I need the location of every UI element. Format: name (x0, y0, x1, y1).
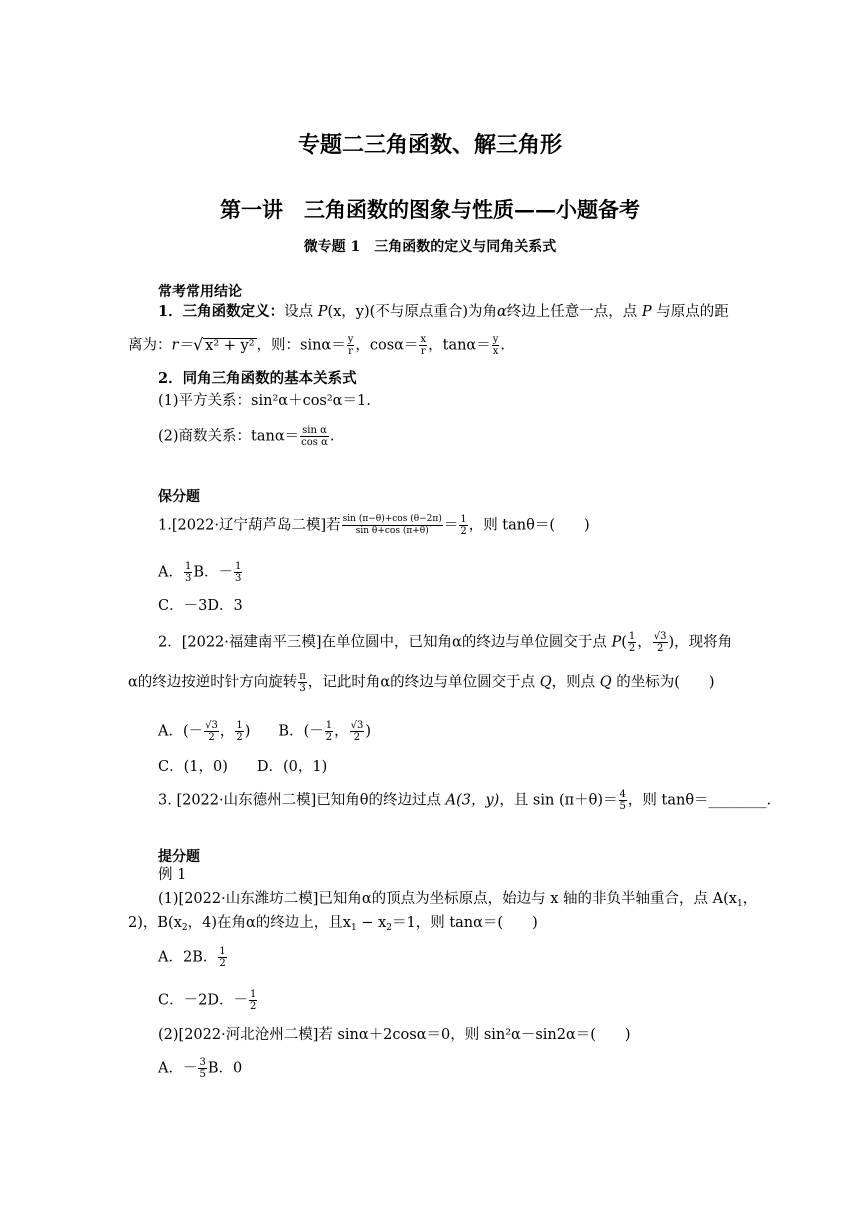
fraction-sqrt3-over-2: $\frac{√3}{2}$ (205, 720, 218, 743)
section-heading-advanced: 提分题 (158, 849, 200, 865)
fraction-one-half: $\frac{1}{2}$ (460, 514, 467, 537)
fraction-sin-over-cos: $\frac{\text{sin α}}{\text{cos α}}$ (301, 425, 328, 448)
question-1-options-ab: A． $\frac{1}{3}$ B．－ $\frac{1}{3}$ (158, 561, 242, 584)
fraction-sqrt3-over-2: $\frac{√3}{2}$ (653, 631, 667, 654)
section-heading-conclusions: 常考常用结论 (158, 284, 242, 300)
square-relation: (1)平方关系：sin²α＋cos²α＝1. (158, 393, 371, 409)
fraction-sqrt3-over-2: $\frac{√3}{2}$ (350, 720, 364, 743)
example-2: (2)[2022·河北沧州二模]若 sinα＋2cosα＝0，则 sin²α－sin2α＝( ) (158, 1027, 631, 1043)
conclusion-1-line-2: 离为：r＝√ x² + y² ，则：sinα＝ $\frac{y}{r}$ ，cosα＝ $\frac{x}{r}$ ，tanα＝ $\frac{y}{x}$ . (128, 334, 505, 357)
fraction-one-half: $\frac{1}{2}$ (236, 720, 243, 743)
fraction-one-half: $\frac{1}{2}$ (249, 989, 257, 1012)
question-1-options-cd: C．－3D．3 (158, 598, 243, 614)
fraction-x-over-r: $\frac{x}{r}$ (420, 334, 427, 357)
question-2-line-1: 2．[2022·福建南平三模]在单位圆中，已知角α的终边与单位圆交于点 P( $\frac{1}{2}$ ， $\frac{√3}{2}$ )，现将角 (158, 631, 733, 654)
fraction-one-third: $\frac{1}{3}$ (184, 561, 192, 584)
example-1-options-ab: A．2B． $\frac{1}{2}$ (158, 946, 226, 969)
example-2-options-ab: A．－ $\frac{3}{5}$ B．0 (158, 1057, 243, 1080)
fraction-y-over-r: $\frac{y}{r}$ (347, 334, 354, 357)
section-heading-basic: 保分题 (158, 489, 200, 505)
question-3: 3. [2022·山东德州二模]已知角θ的终边过点 A(3，y)，且 sin (π＋θ)＝ $\frac{4}{5}$ ，则 tanθ＝________. (158, 789, 772, 812)
fraction-one-half: $\frac{1}{2}$ (628, 631, 636, 654)
lecture-title: 第一讲 三角函数的图象与性质——小题备考 (220, 197, 640, 222)
fraction-one-half: $\frac{1}{2}$ (219, 946, 226, 969)
example-1-options-cd: C．－2D．－ $\frac{1}{2}$ (158, 989, 257, 1012)
quotient-relation: (2)商数关系：tanα＝ $\frac{\text{sin α}}{\text{cos α}}$ . (158, 425, 335, 448)
question-2-options-cd: C．(1，0) D．(0，1) (158, 759, 328, 775)
fraction-one-third-neg: $\frac{1}{3}$ (235, 561, 242, 584)
conclusion-1-line-1: 1．三角函数定义：设点 P(x，y)(不与原点重合)为角α终边上任意一点，点 P 与原点的距 (158, 303, 729, 320)
main-title: 专题二三角函数、解三角形 (297, 132, 562, 158)
micro-topic-title: 微专题 1 三角函数的定义与同角关系式 (303, 239, 557, 255)
fraction-four-fifths: $\frac{4}{5}$ (619, 789, 626, 812)
fraction-q1: $\frac{\sin (\pi-\theta)+\cos (\theta-2\pi)}{\text{sin θ+cos (π+θ)}}$ (342, 514, 442, 536)
radical-sign: √ (192, 334, 204, 354)
fraction-pi-over-3: $\frac{\pi}{3}$ (299, 671, 306, 694)
question-2-options-ab: A．(－ $\frac{√3}{2}$ ， $\frac{1}{2}$ ) B．(－ $\frac{1}{2}$ ， $\frac{√3}{2}$ ) (158, 720, 372, 743)
fraction-one-half: $\frac{1}{2}$ (325, 720, 333, 743)
example-1-line-1: (1)[2022·山东潍坊二模]已知角α的顶点为坐标原点，始边与 x 轴的非负半轴重合，点 $A(x_1$， (158, 891, 758, 909)
conclusion-2-heading: 2．同角三角函数的基本关系式 (158, 370, 357, 387)
example-label: 例 1 (158, 867, 187, 883)
example-1-line-2: 2)，$B(x_2$，4)在角α的终边上，且$x_1 - x_2=1$，则 tanα＝( ) (128, 915, 538, 933)
fraction-three-fifths: $\frac{3}{5}$ (199, 1057, 206, 1080)
fraction-y-over-x: $\frac{y}{x}$ (492, 334, 499, 357)
question-1: 1.[2022·辽宁葫芦岛二模]若 $\frac{\sin (\pi-\theta)+\cos (\theta-2\pi)}{\text{sin θ+cos (π+θ)}}$ ＝ $\frac{1}{2}$ ，则 tanθ＝( ) (158, 514, 590, 537)
question-2-line-2: α的终边按逆时针方向旋转 $\frac{\pi}{3}$ ，记此时角α的终边与单位圆交于点 Q，则点 Q 的坐标为( ) (128, 671, 715, 694)
